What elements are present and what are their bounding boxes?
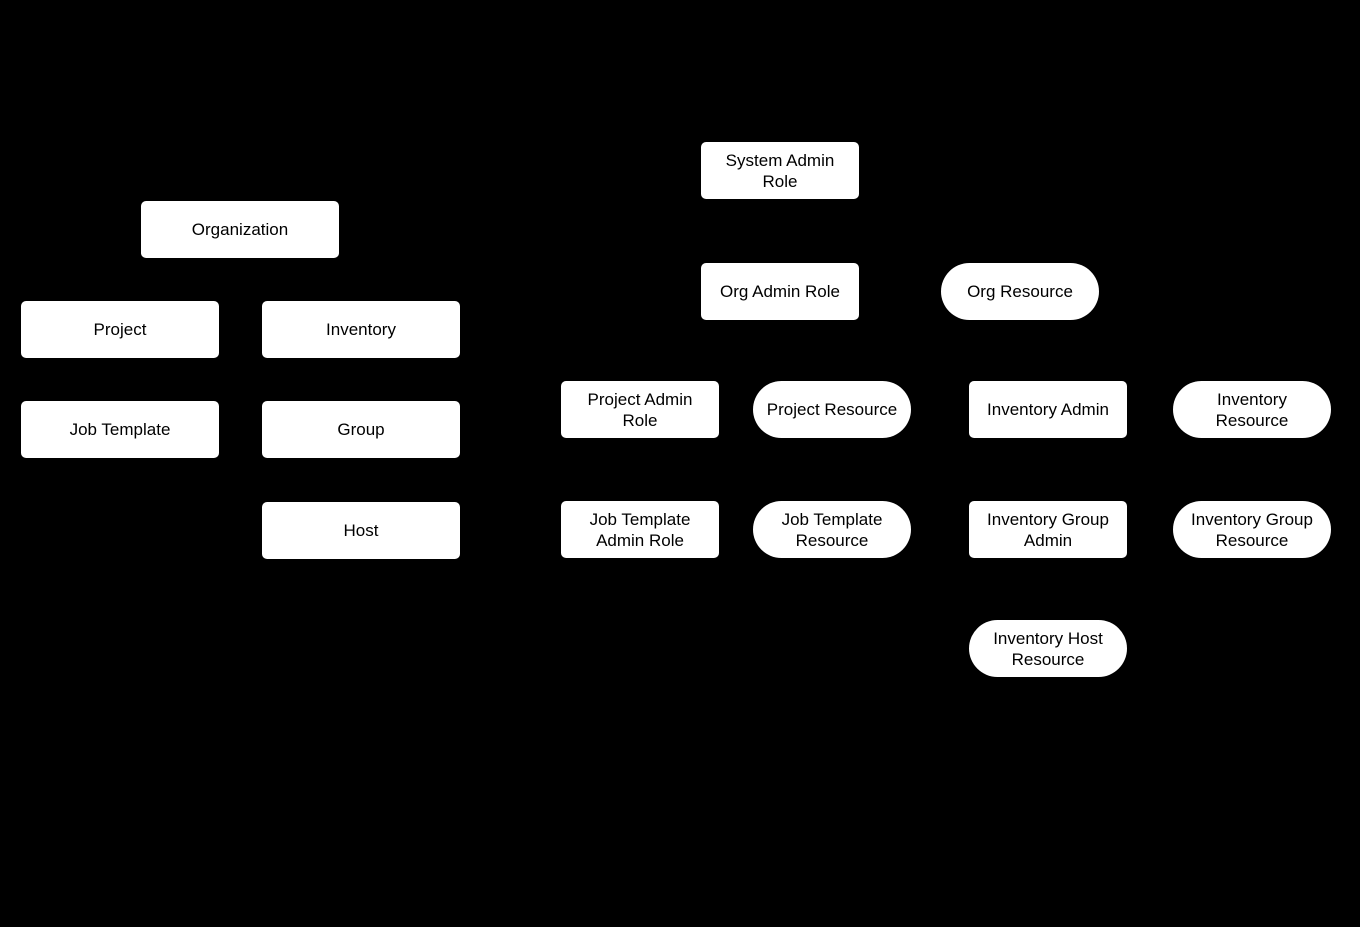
node-job-template-resource: [753, 501, 911, 558]
node-label: Organization: [191, 220, 289, 239]
node-inventory-admin: [969, 381, 1127, 438]
node-label: Inventory Admin: [987, 400, 1109, 419]
node-label: Host: [343, 521, 379, 540]
node-org-admin-role: [701, 263, 859, 320]
node-label: Job Template Resource: [781, 509, 883, 550]
node-project: [21, 301, 219, 358]
node-inventory-group-admin: [969, 501, 1127, 558]
node-label: Inventory Group Resource: [1191, 509, 1313, 550]
node-inventory: [262, 301, 460, 358]
node-label: Org Admin Role: [720, 282, 840, 301]
node-inventory-host-resource: [969, 620, 1127, 677]
node-label: Group: [337, 420, 385, 439]
node-host: [262, 502, 460, 559]
node-job-template: [21, 401, 219, 458]
node-system-admin-role: [701, 142, 859, 199]
node-inventory-resource: [1173, 381, 1331, 438]
node-inventory-group-resource: [1173, 501, 1331, 558]
node-label: Project Admin Role: [587, 389, 693, 430]
node-organization: [141, 201, 339, 258]
node-org-resource: [941, 263, 1099, 320]
node-label: Inventory Group Admin: [987, 509, 1109, 550]
node-job-template-admin-role: [561, 501, 719, 558]
node-label: Job Template: [69, 420, 171, 439]
node-label: Project: [93, 320, 147, 339]
node-label: Org Resource: [967, 282, 1073, 301]
node-project-resource: [753, 381, 911, 438]
node-group: [262, 401, 460, 458]
node-label: Project Resource: [766, 400, 898, 419]
node-label: Inventory Host Resource: [993, 628, 1103, 669]
node-label: Job Template Admin Role: [589, 509, 691, 550]
node-project-admin-role: [561, 381, 719, 438]
node-label: System Admin Role: [725, 150, 835, 191]
node-label: Inventory: [326, 320, 396, 339]
node-label: Inventory Resource: [1215, 389, 1289, 430]
